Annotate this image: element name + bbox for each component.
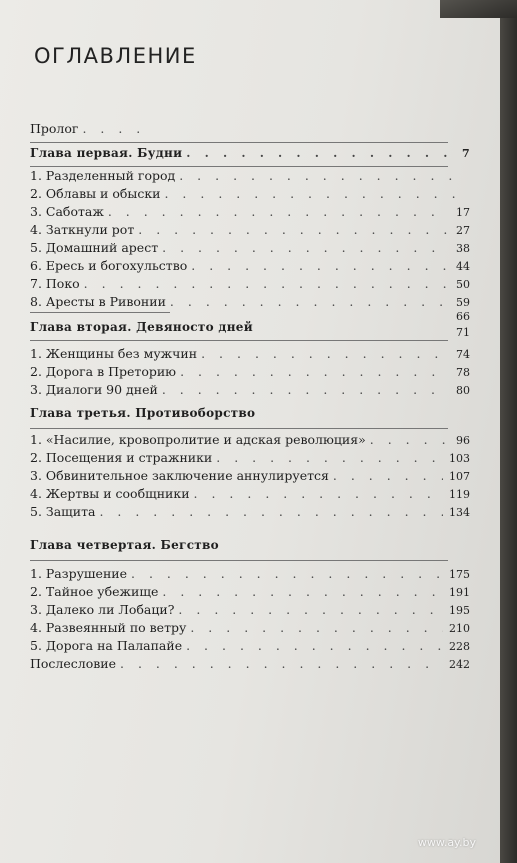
divider	[30, 560, 448, 561]
entry-label: 3. Обвинительное заключение аннулируется	[30, 468, 329, 483]
entry-label: 3. Далеко ли Лобаци?	[30, 602, 175, 617]
dot-leader	[166, 294, 450, 309]
entry-label: 1. Разделенный город	[30, 168, 176, 183]
dot-leader	[182, 638, 443, 653]
page-number: 74	[456, 348, 470, 361]
divider	[30, 428, 448, 429]
chapter-heading	[30, 146, 470, 162]
page-number: 107	[449, 470, 470, 483]
page-number: 103	[449, 452, 470, 465]
entry-label: Пролог	[30, 121, 79, 136]
dot-leader	[95, 504, 443, 519]
page-number: 96	[456, 434, 470, 447]
chapter-heading	[30, 406, 330, 422]
entry-label: 4. Жертвы и сообщники	[30, 486, 190, 501]
list-item	[30, 186, 470, 202]
watermark: www.ay.by	[417, 836, 476, 849]
page-number: 195	[449, 604, 470, 617]
page-number: 27	[456, 224, 470, 237]
page-title: ОГЛАВЛЕНИЕ	[34, 44, 197, 68]
dot-leader	[187, 258, 450, 273]
page-number: 119	[449, 488, 470, 501]
list-item	[30, 240, 470, 256]
dot-leader	[197, 346, 450, 361]
prologue-entry	[30, 121, 470, 137]
entry-label: 3. Саботаж	[30, 204, 104, 219]
list-item	[30, 204, 470, 220]
entry-label: 4. Развеянный по ветру	[30, 620, 187, 635]
list-item	[30, 602, 470, 618]
entry-label: 7. Поко	[30, 276, 80, 291]
dot-leader	[158, 240, 450, 255]
entry-label: 1. Разрушение	[30, 566, 128, 581]
chapter-heading	[30, 538, 330, 554]
list-item	[30, 584, 470, 600]
page-number: 38	[456, 242, 470, 255]
dot-leader	[160, 186, 464, 201]
dot-leader	[158, 382, 450, 397]
page-number: 228	[449, 640, 470, 653]
page-number: 7	[462, 147, 470, 160]
page-number: 242	[449, 658, 470, 671]
entry-label: 4. Заткнули рот	[30, 222, 135, 237]
divider	[30, 166, 448, 167]
list-item	[30, 222, 470, 238]
list-item	[30, 450, 470, 466]
entry-label: 8. Аресты в Ривонии	[30, 294, 166, 309]
page-number: 59	[456, 296, 470, 309]
list-item	[30, 656, 470, 672]
chapter-title: Глава третья. Противоборство	[30, 406, 256, 420]
dot-leader	[175, 168, 464, 183]
dot-leader	[127, 566, 443, 581]
dot-leader	[158, 584, 443, 599]
dot-leader	[329, 468, 443, 483]
list-item	[30, 468, 470, 484]
chapter-heading	[30, 320, 310, 336]
dot-leader	[186, 620, 443, 635]
entry-label: 1. Женщины без мужчин	[30, 346, 198, 361]
entry-label: 6. Ересь и богохульство	[30, 258, 188, 273]
dot-leader	[190, 486, 443, 501]
page-number: 50	[456, 278, 470, 291]
list-item	[30, 486, 470, 502]
list-item	[30, 346, 470, 362]
dot-leader	[366, 432, 450, 447]
list-item	[30, 168, 470, 184]
page-number: 191	[449, 586, 470, 599]
page-number: 71	[456, 326, 470, 339]
list-item	[30, 276, 470, 292]
entry-label: Послесловие	[30, 656, 116, 671]
divider	[30, 312, 170, 313]
chapter-title: Глава первая. Будни	[30, 146, 183, 160]
dot-leader	[104, 204, 450, 219]
entry-label: 5. Защита	[30, 504, 96, 519]
list-item	[30, 258, 470, 274]
page-number: 134	[449, 506, 470, 519]
entry-label: 5. Домашний арест	[30, 240, 159, 255]
list-item	[30, 638, 470, 654]
dot-leader	[134, 222, 450, 237]
entry-label: 1. «Насилие, кровопролитие и адская революция»	[30, 432, 366, 447]
dot-leader	[212, 450, 443, 465]
page-number: 66	[456, 310, 470, 323]
dot-leader	[78, 121, 142, 136]
entry-label: 2. Тайное убежище	[30, 584, 159, 599]
list-item	[30, 566, 470, 582]
divider	[30, 142, 448, 143]
dot-leader	[80, 276, 450, 291]
page-number: 44	[456, 260, 470, 273]
dot-leader	[116, 656, 443, 671]
entry-label: 2. Посещения и стражники	[30, 450, 213, 465]
page-number: 80	[456, 384, 470, 397]
book-edge	[500, 0, 517, 863]
list-item	[30, 364, 470, 380]
dot-leader	[182, 146, 456, 160]
list-item	[30, 432, 470, 448]
entry-label: 2. Облавы и обыски	[30, 186, 161, 201]
divider	[30, 340, 448, 341]
entry-label: 2. Дорога в Преторию	[30, 364, 177, 379]
entry-label: 5. Дорога на Палапайе	[30, 638, 183, 653]
entry-label: 3. Диалоги 90 дней	[30, 382, 158, 397]
list-item	[30, 620, 470, 636]
page-number: 17	[456, 206, 470, 219]
page-number: 210	[449, 622, 470, 635]
list-item	[30, 382, 470, 398]
page-number: 78	[456, 366, 470, 379]
dot-leader	[176, 364, 450, 379]
chapter-title: Глава вторая. Девяносто дней	[30, 320, 253, 334]
list-item	[30, 294, 470, 310]
page-number: 175	[449, 568, 470, 581]
dot-leader	[174, 602, 443, 617]
book-corner	[440, 0, 517, 18]
list-item	[30, 504, 470, 520]
chapter-title: Глава четвертая. Бегство	[30, 538, 219, 552]
